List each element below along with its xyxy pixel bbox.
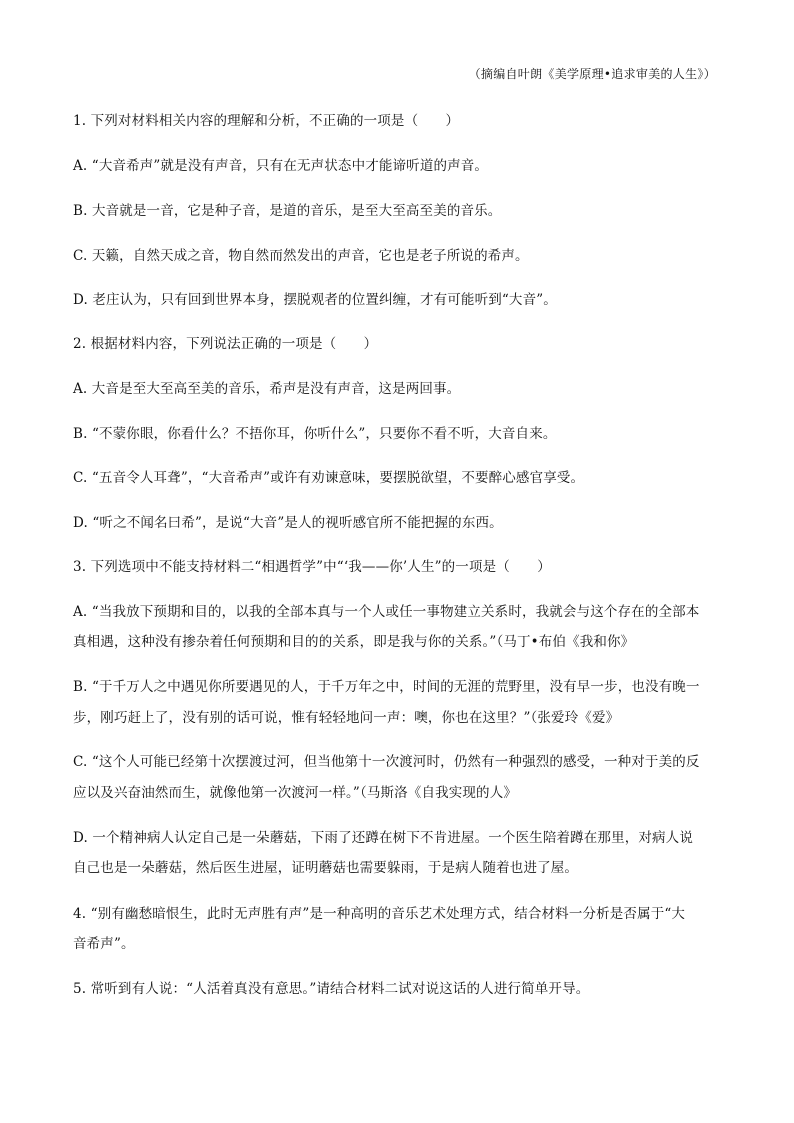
- question-2-stem: 2. 根据材料内容，下列说法正确的一项是（ ）: [73, 336, 378, 352]
- question-3-option-c-line-1: C. “这个人可能已经第十次摆渡过河，但当他第十一次渡河时，仍然有一种强烈的感受，一种对于美的反: [73, 754, 700, 770]
- question-3-option-a-line-2: 真相遇，这种没有掺杂着任何预期和目的的关系，即是我与你的关系。”（马丁•布伯《我和你》: [73, 634, 635, 650]
- question-1-option-b: B. 大音就是一音，它是种子音，是道的音乐，是至大至高至美的音乐。: [73, 203, 502, 219]
- question-3-option-a-line-1: A. “当我放下预期和目的，以我的全部本真与一个人或任一事物建立关系时，我就会与这个存在的全部本: [73, 604, 700, 620]
- question-3-option-b-line-2: 步，刚巧赶上了，没有别的话可说，惟有轻轻地问一声：噢，你也在这里？”（张爱玲《爱》: [73, 710, 620, 726]
- question-3-option-d-line-1: D. 一个精神病人认定自己是一朵蘑菇，下雨了还蹲在树下不肯进屋。一个医生陪着蹲在那里，对病人说: [73, 830, 693, 846]
- question-3-stem: 3. 下列选项中不能支持材料二“相遇哲学”中“‘我——你’人生”的一项是（ ）: [73, 559, 551, 575]
- question-4-stem-line-2: 音希声”。: [73, 936, 135, 952]
- question-4-stem-line-1: 4. “别有幽愁暗恨生，此时无声胜有声”是一种高明的音乐艺术处理方式，结合材料一分析是否属于“大: [73, 906, 686, 922]
- question-2-option-d: D. “听之不闻名曰希”，是说“大音”是人的视听感官所不能把握的东西。: [73, 515, 503, 531]
- question-2-option-b: B. “不蒙你眼，你看什么？不捂你耳，你听什么”，只要你不看不听，大音自来。: [73, 426, 557, 442]
- question-5-stem: 5. 常听到有人说：“人活着真没有意思。”请结合材料二试对说这话的人进行简单开导。: [73, 981, 590, 997]
- question-3-option-d-line-2: 自己也是一朵蘑菇，然后医生进屋，证明蘑菇也需要躲雨，于是病人随着也进了屋。: [73, 860, 579, 876]
- question-1-option-c: C. 天籁，自然天成之音，物自然而然发出的声音，它也是老子所说的希声。: [73, 248, 529, 264]
- question-2-option-a: A. 大音是至大至高至美的音乐，希声是没有声音，这是两回事。: [73, 381, 461, 397]
- question-3-option-c-line-2: 应以及兴奋油然而生，就像他第一次渡河一样。”（马斯洛《自我实现的人》: [73, 785, 518, 801]
- question-1-stem: 1. 下列对材料相关内容的理解和分析，不正确的一项是（ ）: [73, 113, 460, 129]
- question-3-option-b-line-1: B. “于千万人之中遇见你所要遇见的人，于千万年之中，时间的无涯的荒野里，没有早一步，也没有晚一: [73, 679, 700, 695]
- question-2-option-c: C. “五音令人耳聋”，“大音希声”或许有劝谏意味，要摆脱欲望，不要醉心感官享受。: [73, 470, 585, 486]
- question-1-option-d: D. 老庄认为，只有回到世界本身，摆脱观者的位置纠缠，才有可能听到“大音”。: [73, 292, 557, 308]
- source-citation: （摘编自叶朗《美学原理•追求审美的人生》）: [468, 67, 716, 81]
- question-1-option-a: A. “大音希声”就是没有声音，只有在无声状态中才能谛听道的声音。: [73, 158, 489, 174]
